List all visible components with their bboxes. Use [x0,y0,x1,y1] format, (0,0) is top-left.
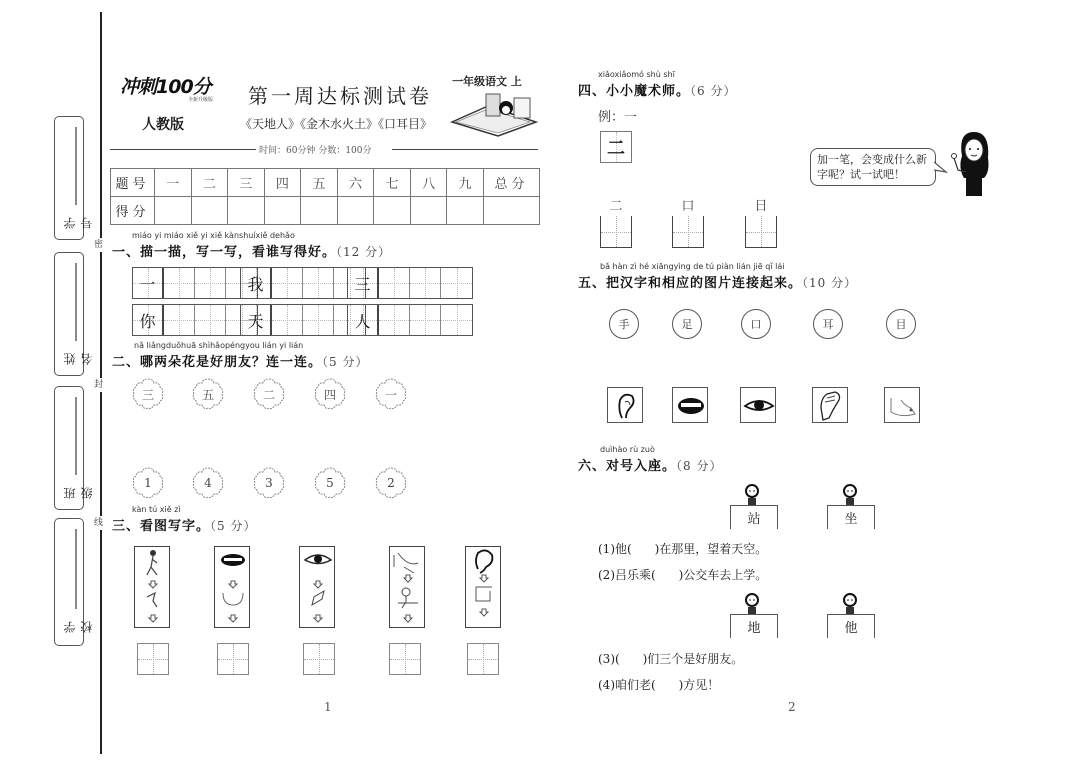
grid-cell[interactable] [441,268,472,298]
score-cell[interactable] [447,197,484,225]
seal-mark-xian: 线 [94,518,104,528]
s1-pinyin: miáo yi miáo xiě yi xiě kànshuíxiě dehǎo [132,231,295,240]
grid-cell[interactable] [272,268,303,298]
seal-mark-feng: 封 [94,380,104,390]
picture-tile-mouth[interactable] [672,387,708,423]
grid-cell[interactable] [441,305,472,335]
magic-answer-grid-2[interactable] [672,216,704,248]
child-icon [743,484,761,506]
s6-title-text: 六、对号入座。 [578,459,677,474]
grid-cell-model [133,305,164,335]
char-circle-5[interactable]: 目 [886,309,916,339]
col-header: 二 [191,169,228,197]
score-cell[interactable] [410,197,447,225]
s1-title [112,241,391,260]
example-answer-box [600,131,632,163]
speech-bubble-tail-icon [934,160,948,174]
col-header: 五 [301,169,338,197]
model-char: 三 [354,274,371,294]
flower-bottom-2[interactable] [191,466,225,500]
score-cell[interactable] [228,197,265,225]
flower-top-4[interactable] [313,377,347,411]
book-illustration-icon [448,92,540,138]
flower-bottom-5[interactable] [374,466,408,500]
grid-cell[interactable] [379,268,410,298]
col-header: 九 [447,169,484,197]
grid-cell-model [348,268,379,298]
grid-cell-model [133,268,164,298]
pictograph-card-mouth [214,546,250,628]
picture-tile-eye[interactable] [740,387,776,423]
s4-title-text: 四、小小魔术师。 [578,84,691,99]
grid-cell-model [241,268,272,298]
score-cell[interactable] [264,197,301,225]
flower-label: 5 [326,476,334,490]
pictograph-card-eye [299,546,335,628]
score-cell[interactable] [155,197,192,225]
picture-tile-foot[interactable] [884,387,920,423]
exam-title: 第一周达标测试卷 [248,84,432,108]
picture-tile-hand[interactable] [812,387,848,423]
grid-cell[interactable] [164,305,195,335]
answer-grid-3[interactable] [303,643,335,675]
seal-mark-mi: 密 [94,240,104,250]
grade-label: 一年级语文 上 [452,75,522,88]
exam-subtitle: 《天地人》《金木水火土》《口耳目》 [240,117,433,131]
model-char: 我 [247,274,264,294]
sentence-4[interactable]: (4)咱们老( )方见！ [598,678,720,692]
child-icon [841,484,859,506]
edition-label: 人教版 [142,117,184,133]
class-field[interactable] [54,386,94,510]
table-row-scores [111,197,540,225]
s3-pinyin: kàn tú xiě zì [132,505,181,514]
grid-cell[interactable] [410,305,441,335]
s3-title [112,515,256,534]
hand-to-shou-icon [390,547,426,629]
field-label: 班级 [63,481,94,499]
flower-top-1[interactable] [131,377,165,411]
model-char: 一 [139,274,156,294]
magic-char-3: 日 [754,199,768,214]
col-header: 八 [410,169,447,197]
sentence-2[interactable]: (2)吕乐乘( )公交车去上学。 [598,568,768,582]
grid-cell-model [241,305,272,335]
fill-line [75,529,77,609]
ear-icon [608,388,644,424]
col-header-total: 总分 [484,169,540,197]
s3-points: （5 分） [210,519,257,533]
flower-bottom-1[interactable] [131,466,165,500]
s2-points: （5 分） [322,355,369,369]
s2-title [112,351,368,370]
flower-label: 4 [204,476,212,490]
answer-grid-5[interactable] [467,643,499,675]
s5-points: （10 分） [802,276,858,290]
field-label: 学号 [63,211,94,229]
magic-char-1: 二 [609,199,623,214]
example-label: 例：一 [598,110,638,125]
pictograph-card-ear [465,546,501,628]
magic-answer-grid-1[interactable] [600,216,632,248]
answer-grid-1[interactable] [137,643,169,675]
score-cell[interactable] [374,197,411,225]
student-id-field[interactable] [54,116,94,240]
model-char: 人 [354,311,371,331]
char-circle-3[interactable]: 口 [741,309,771,339]
flower-bottom-3[interactable] [252,466,286,500]
col-header: 七 [374,169,411,197]
word-sign-zhan[interactable]: 站 [730,505,778,529]
answer-grid-2[interactable] [217,643,249,675]
score-cell[interactable] [337,197,374,225]
flower-label: 三 [141,387,154,402]
magic-char-2: 口 [681,199,695,214]
teacher-girl-icon [948,128,998,200]
magic-answer-grid-3[interactable] [745,216,777,248]
col-header: 六 [337,169,374,197]
row-label: 题号 [111,169,155,197]
s2-title-text: 二、哪两朵花是好朋友？连一连。 [112,355,323,370]
s6-pinyin: duìhào rù zuò [600,445,655,454]
page-number-2: 2 [788,700,796,714]
s5-title-text: 五、把汉字和相应的图片连接起来。 [578,276,803,291]
example-answer: 二 [607,138,625,159]
child-icon [841,593,859,615]
col-header: 一 [155,169,192,197]
grid-cell[interactable] [303,305,334,335]
score-cell-total[interactable] [484,197,540,225]
child-icon [743,593,761,615]
hand-icon [813,388,849,424]
table-row-question-numbers [111,169,540,197]
s5-title [578,272,857,291]
flower-bottom-4[interactable] [313,466,347,500]
grid-cell[interactable] [303,268,334,298]
flower-label: 五 [201,387,214,402]
fill-line [75,263,77,341]
school-field[interactable] [54,518,94,646]
s2-pinyin: nǎ liǎngduǒhuā shìhǎopéngyou lián yi lián [134,341,304,350]
grid-cell-model [348,305,379,335]
model-char: 天 [247,311,264,331]
score-cell[interactable] [301,197,338,225]
flower-label: 1 [144,476,152,490]
eye-icon [741,388,777,424]
s1-title-text: 一、描一描，写一写，看谁写得好。 [112,245,337,260]
grid-cell[interactable] [379,305,410,335]
grid-cell[interactable] [410,268,441,298]
sentence-3[interactable]: (3)( )们三个是好朋友。 [598,652,744,666]
flower-label: 四 [323,387,336,402]
speech-bubble: 加一笔，会变成什么新字呢？试一试吧！ [810,148,936,186]
word-sign-zuo[interactable]: 坐 [827,505,875,529]
field-label: 学校 [63,615,94,633]
grid-cell[interactable] [164,268,195,298]
s4-pinyin: xiǎoxiǎomó shù shī [598,70,675,79]
score-cell[interactable] [191,197,228,225]
header-rule-right [392,149,538,150]
brand-logo: 冲刺100分 [120,76,211,98]
flower-top-5[interactable] [374,377,408,411]
model-char: 你 [139,311,156,331]
flower-label: 一 [384,387,397,402]
eye-to-mu-icon [300,547,336,629]
flower-top-3[interactable] [252,377,286,411]
walking-person-to-foot-icon [135,547,171,629]
writing-grid[interactable] [347,267,473,299]
flower-top-2[interactable] [191,377,225,411]
writing-grid[interactable] [347,304,473,336]
score-table [110,168,540,225]
fill-line [75,397,77,475]
col-header: 三 [228,169,265,197]
s4-points: （6 分） [690,84,737,98]
pictograph-card-hand [389,546,425,628]
s5-pinyin: bǎ hàn zì hé xiāngyìng de tú piàn lián jiē qǐ lái [600,262,785,271]
char-circle-1[interactable]: 手 [609,309,639,339]
flower-label: 二 [262,387,275,402]
page-number-1: 1 [324,700,332,714]
s1-points: （12 分） [336,245,392,259]
s6-points: （8 分） [676,459,723,473]
grid-cell[interactable] [195,305,226,335]
char-circle-4[interactable]: 耳 [813,309,843,339]
pictograph-card-foot [134,546,170,628]
mouth-to-kou-icon [215,547,251,629]
grid-cell[interactable] [272,305,303,335]
fill-line [75,127,77,205]
flower-label: 3 [265,476,273,490]
brand-logo-sub: 全新升级版 [188,97,214,103]
row-label: 得分 [111,197,155,225]
header-rule-left [110,149,258,150]
grid-cell[interactable] [195,268,226,298]
word-sign-ta[interactable]: 他 [827,614,875,638]
time-score-info: 时间：60分钟 分数：100分 [256,143,375,156]
s4-title [578,80,736,99]
picture-tile-ear[interactable] [607,387,643,423]
field-label: 姓名 [63,347,94,365]
char-circle-2[interactable]: 足 [672,309,702,339]
name-field[interactable] [54,252,94,376]
col-header: 四 [264,169,301,197]
answer-grid-4[interactable] [389,643,421,675]
mouth-icon [673,388,709,424]
s3-title-text: 三、看图写字。 [112,519,211,534]
sentence-1[interactable]: (1)他( )在那里，望着天空。 [598,542,768,556]
ear-to-er-icon [466,547,502,629]
word-sign-di[interactable]: 地 [730,614,778,638]
flower-label: 2 [387,476,395,490]
foot-icon [885,388,921,424]
s6-title [578,455,722,474]
